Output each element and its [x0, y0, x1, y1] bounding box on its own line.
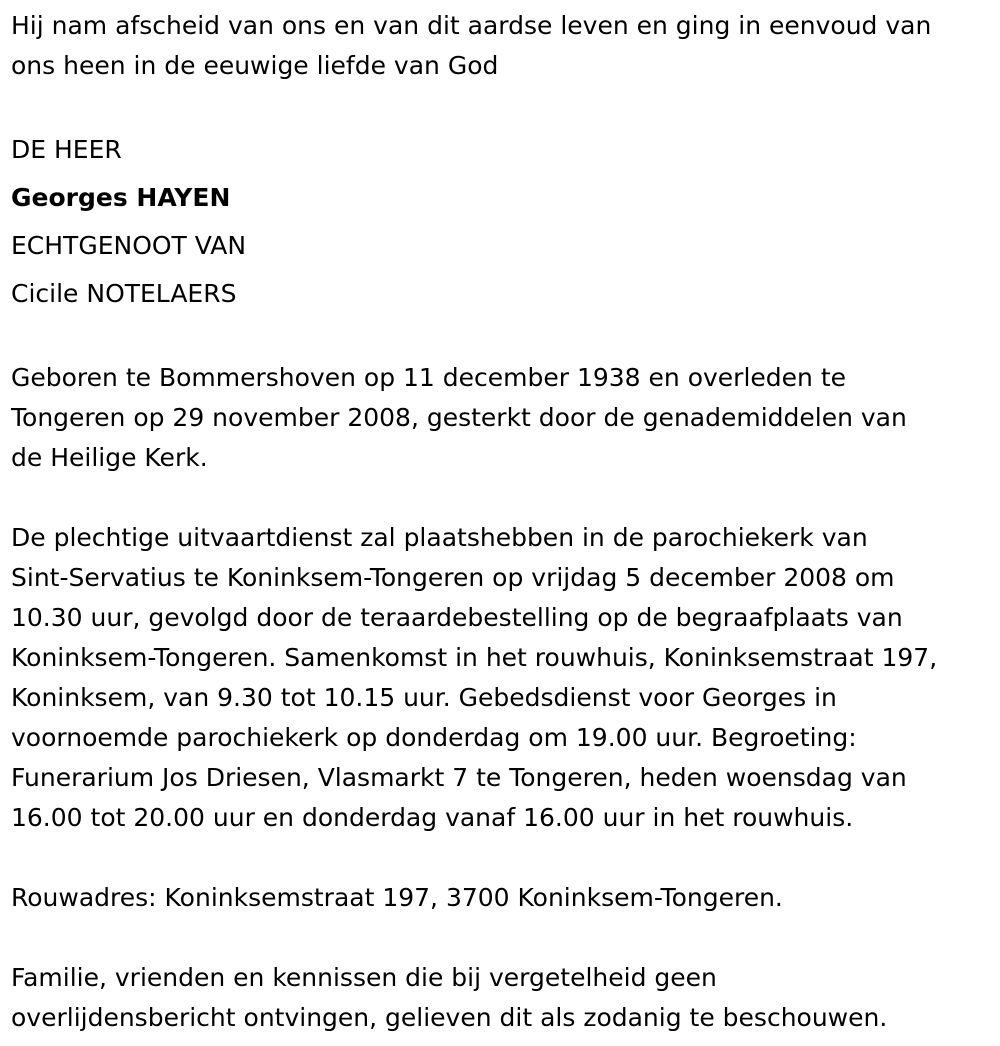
intro-paragraph: [11, 6, 990, 86]
paragraph-line: overlijdensbericht ontvingen, gelieven dit als zodanig te beschouwen.: [11, 1003, 888, 1032]
paragraph-line: 16.00 tot 20.00 uur en donderdag vanaf 16.00 uur in het rouwhuis.: [11, 803, 854, 832]
paragraph-line: Tongeren op 29 november 2008, gesterkt door de genademiddelen van: [11, 403, 907, 432]
paragraph-line: De plechtige uitvaartdienst zal plaatshebben in de parochiekerk van: [11, 523, 868, 552]
deceased-name: Georges HAYEN: [11, 183, 231, 212]
paragraph-line: de Heilige Kerk.: [11, 443, 208, 472]
paragraph-line: Koninksem, van 9.30 tot 10.15 uur. Gebedsdienst voor Georges in: [11, 683, 837, 712]
address-paragraph: [11, 878, 990, 918]
mourning-address: Rouwadres: Koninksemstraat 197, 3700 Koninksem-Tongeren.: [11, 883, 783, 912]
honorific-title: DE HEER: [11, 135, 122, 164]
paragraph-line: Sint-Servatius te Koninksem-Tongeren op vrijdag 5 december 2008 om: [11, 563, 895, 592]
paragraph-line: Familie, vrienden en kennissen die bij vergetelheid geen: [11, 963, 717, 992]
paragraph-line: 10.30 uur, gevolgd door de teraardebestelling op de begraafplaats van: [11, 603, 903, 632]
closing-paragraph: [11, 958, 990, 1038]
relation-label: ECHTGENOOT VAN: [11, 231, 247, 260]
funeral-paragraph: [11, 518, 990, 838]
paragraph-line: voornoemde parochiekerk op donderdag om 19.00 uur. Begroeting:: [11, 723, 857, 752]
paragraph-line: Koninksem-Tongeren. Samenkomst in het rouwhuis, Koninksemstraat 197,: [11, 643, 938, 672]
intro-line: Hij nam afscheid van ons en van dit aardse leven en ging in eenvoud van: [11, 11, 932, 40]
paragraph-line: Geboren te Bommershoven op 11 december 1938 en overleden te: [11, 363, 847, 392]
paragraph-line: Funerarium Jos Driesen, Vlasmarkt 7 te Tongeren, heden woensdag van: [11, 763, 907, 792]
spouse-name: Cicile NOTELAERS: [11, 279, 237, 308]
deceased-name-block: [11, 126, 990, 318]
birth-death-paragraph: [11, 358, 990, 478]
intro-line: ons heen in de eeuwige liefde van God: [11, 51, 499, 80]
